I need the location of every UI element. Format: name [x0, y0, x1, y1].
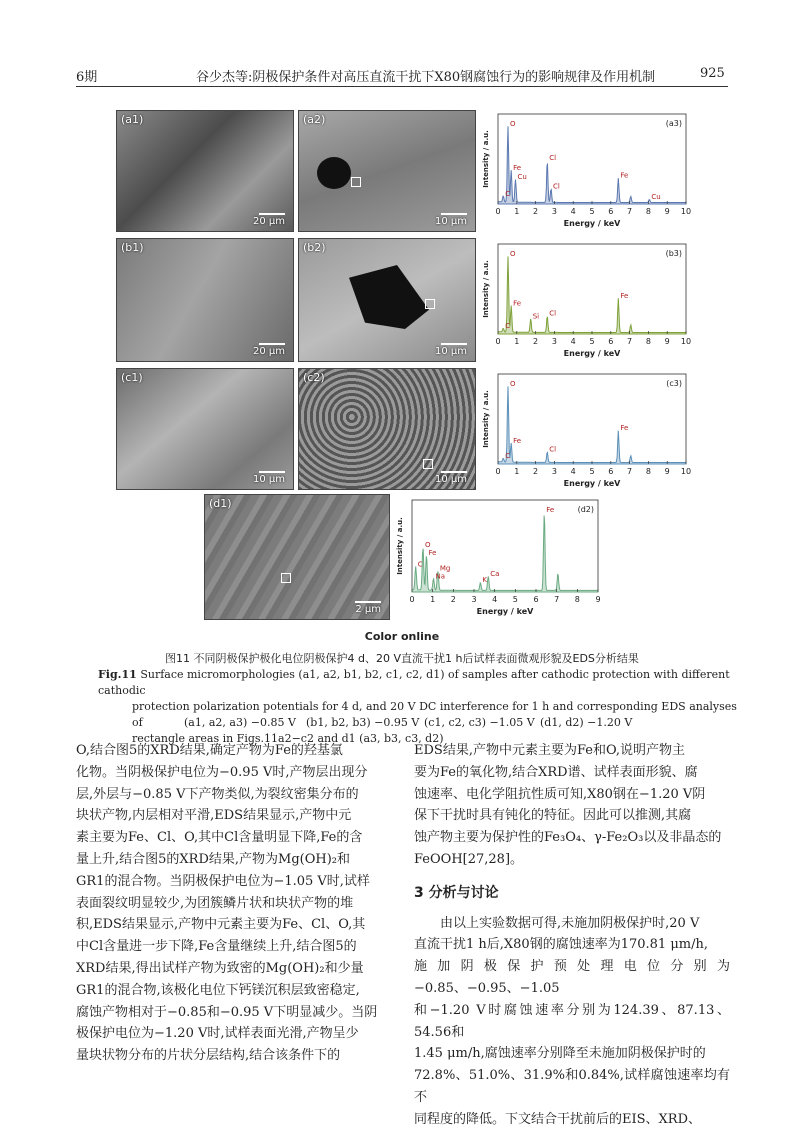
x-tick-label: 8: [645, 337, 651, 346]
text-line: 极保护电位为−1.20 V时,试样表面光滑,产物呈少: [76, 1026, 359, 1042]
x-tick-label: 8: [645, 467, 651, 476]
y-axis-label: Intensity / a.u.: [482, 390, 490, 448]
x-tick-label: 4: [570, 337, 576, 346]
eds-chart-d2: [392, 494, 604, 620]
text-line: 施加阴极保护预处理电位分别为−0.85、−0.95、−1.05: [414, 959, 730, 996]
peak-label-cl: Cl: [549, 154, 557, 163]
text-line: EDS结果,产物中元素主要为Fe和O,说明产物主: [414, 743, 685, 758]
x-tick-label: 7: [627, 337, 633, 346]
x-tick-label: 3: [551, 467, 557, 476]
x-tick-label: 8: [574, 595, 580, 604]
panel-label: (d2): [577, 505, 594, 514]
text-line: 要为Fe的氧化物,结合XRD谱、试样表面形貌、腐: [414, 764, 698, 780]
sem-image-d1: [204, 494, 390, 620]
right-column: [414, 740, 730, 1131]
eds-area-box: [351, 177, 361, 187]
text-line: 由以上实验数据可得,未施加阴极保护时,20 V: [414, 915, 700, 931]
text-line: 同程度的降低。下文结合干扰前后的EIS、XRD、: [414, 1111, 701, 1127]
caption-en-line: Surface micromorphologies (a1, a2, b1, b2, c1, c2, d1) of samples after cathodic protection with different cathodic: [98, 668, 730, 697]
pit-hole: [317, 157, 351, 189]
panel-label: (a2): [303, 113, 326, 126]
text-line: 量上升,结合图5的XRD结果,产物为Mg(OH)₂和: [76, 851, 350, 867]
x-tick-label: 1: [514, 207, 520, 216]
x-tick-label: 5: [512, 595, 518, 604]
x-tick-label: 1: [514, 337, 520, 346]
panel-label: (a3): [665, 119, 682, 128]
x-tick-label: 10: [680, 467, 692, 476]
peak-label-fe: Fe: [428, 548, 437, 557]
x-tick-label: 2: [450, 595, 456, 604]
scale-bar: [259, 343, 285, 345]
x-tick-label: 6: [608, 337, 614, 346]
x-tick-label: 6: [608, 467, 614, 476]
eds-area-box: [281, 573, 291, 583]
scale-bar: [441, 343, 467, 345]
x-tick-label: 6: [608, 207, 614, 216]
panel-label: (c3): [666, 379, 682, 388]
x-tick-label: 9: [664, 207, 670, 216]
x-tick-label: 3: [471, 595, 477, 604]
x-tick-label: 8: [645, 207, 651, 216]
peak-label-fe: Fe: [620, 171, 629, 180]
panel-label: (c1): [121, 371, 143, 384]
x-tick-label: 2: [533, 467, 539, 476]
caption-fig-label: Fig.11: [98, 668, 137, 681]
text-line: 1.45 μm/h,腐蚀速率分别降至未施加阴极保护时的: [414, 1046, 706, 1062]
text-line: 中Cl含量进一步下降,Fe含量继续上升,结合图5的: [76, 939, 357, 955]
panel-label: (a1): [121, 113, 144, 126]
text-line: 蚀产物主要为保护性的Fe₃O₄、γ-Fe₂O₃以及非晶态的: [414, 830, 722, 846]
x-tick-label: 2: [533, 337, 539, 346]
figure-caption-en: [98, 667, 738, 747]
peak-label-ca: Ca: [490, 569, 500, 578]
peak-label-cl: Cl: [549, 445, 557, 454]
scale-bar: [441, 213, 467, 215]
x-tick-label: 5: [589, 467, 595, 476]
legend-d: (d1, d2) −1.20 V: [540, 716, 633, 729]
x-axis-label: Energy / keV: [476, 607, 534, 616]
page-number: 925: [700, 66, 725, 81]
legend-b: (b1, b2, b3) −0.95 V: [306, 716, 420, 729]
eds-area-box: [423, 459, 433, 469]
header-rule: [76, 86, 728, 87]
peak-label-o: O: [509, 250, 516, 258]
x-tick-label: 5: [589, 337, 595, 346]
peak-label-c: C: [505, 189, 511, 198]
sem-image-b2: [298, 238, 476, 362]
peak-label-c: C: [505, 322, 511, 331]
x-tick-label: 0: [409, 595, 415, 604]
scale-label: 10 μm: [434, 346, 467, 357]
panel-label: (b3): [665, 249, 682, 258]
scale-bar: [259, 471, 285, 473]
text-line: GR1的混合物。当阴极保护电位为−1.05 V时,试样: [76, 873, 370, 889]
x-tick-label: 9: [664, 467, 670, 476]
caption-en-line: protection polarization potentials for 4 d, and 20 V DC interference for 1 h and corresponding EDS analyses of: [132, 700, 737, 729]
x-tick-label: 7: [627, 467, 633, 476]
x-tick-label: 5: [589, 207, 595, 216]
scale-label: 10 μm: [252, 474, 285, 485]
x-tick-label: 1: [430, 595, 436, 604]
color-online-note: Color online: [364, 630, 440, 643]
text-line: 素主要为Fe、Cl、O,其中Cl含量明显下降,Fe的含: [76, 830, 363, 846]
peak-label-mg: Mg: [439, 564, 451, 573]
x-tick-label: 9: [595, 595, 601, 604]
peak-label-fe: Fe: [620, 424, 629, 433]
x-tick-label: 0: [495, 337, 501, 346]
peak-label-fe: Fe: [513, 299, 522, 308]
panel-label: (c2): [303, 371, 325, 384]
x-tick-label: 10: [680, 207, 692, 216]
peak-label-cl: Cl: [549, 309, 557, 318]
text-line: 量块状物分布的片状分层结构,结合该条件下的: [76, 1048, 341, 1064]
x-axis-label: Energy / keV: [563, 219, 621, 228]
x-tick-label: 0: [495, 467, 501, 476]
running-title: 谷少杰等:阴极保护条件对高压直流干扰下X80钢腐蚀行为的影响规律及作用机制: [196, 70, 656, 85]
scale-label: 2 μm: [355, 604, 381, 615]
scale-label: 20 μm: [252, 346, 285, 357]
x-tick-label: 1: [514, 467, 520, 476]
peak-label-cu: Cu: [651, 192, 661, 201]
text-line: 表面裂纹明显较少,为团簇鳞片状和块状产物的堆: [76, 895, 354, 911]
legend-a: (a1, a2, a3) −0.85 V: [184, 716, 296, 729]
peak-label-o: O: [509, 120, 516, 128]
peak-label-fe: Fe: [620, 291, 629, 300]
x-tick-label: 7: [554, 595, 560, 604]
peak-label-fe: Fe: [513, 164, 522, 173]
text-line: GR1的混合物,该极化电位下钙镁沉积层致密稳定,: [76, 982, 360, 998]
peak-label-si: Si: [532, 312, 540, 321]
x-tick-label: 4: [570, 207, 576, 216]
figure-caption-cn: 图11 不同阴极保护极化电位阴极保护4 d、20 V直流干扰1 h后试样表面微观形貌及EDS分析结果: [165, 652, 639, 665]
sem-image-b1: [116, 238, 294, 362]
text-line: 直流干扰1 h后,X80钢的腐蚀速率为170.81 μm/h,: [414, 937, 708, 953]
peak-label-c: C: [417, 560, 423, 569]
text-line: 和−1.20 V时腐蚀速率分别为124.39、87.13、54.56和: [414, 1002, 730, 1040]
scale-bar: [441, 471, 467, 473]
x-tick-label: 6: [533, 595, 539, 604]
x-tick-label: 3: [551, 207, 557, 216]
sem-image-c2: [298, 368, 476, 490]
x-tick-label: 4: [570, 467, 576, 476]
x-axis-label: Energy / keV: [563, 479, 621, 488]
eds-chart-a3: [478, 108, 692, 232]
peak-label-na: Na: [435, 572, 446, 581]
plot-frame: [498, 374, 686, 464]
peak-label-fe: Fe: [546, 506, 555, 514]
text-line: 蚀速率、电化学阻抗性质可知,X80钢在−1.20 V阴: [414, 786, 706, 802]
scale-label: 10 μm: [434, 474, 467, 485]
x-tick-label: 0: [495, 207, 501, 216]
peak-label-cu: Cu: [517, 173, 527, 182]
peak-label-fe: Fe: [513, 437, 522, 445]
eds-area-box: [425, 299, 435, 309]
x-axis-label: Energy / keV: [563, 349, 621, 358]
text-line: 72.8%、51.0%、31.9%和0.84%,试样腐蚀速率均有不: [414, 1068, 730, 1105]
peak-label-o: O: [509, 380, 516, 388]
x-tick-label: 9: [664, 337, 670, 346]
sem-image-a1: [116, 110, 294, 232]
scale-bar: [355, 601, 381, 603]
peak-label-c: C: [505, 452, 511, 461]
caption-en-line: rectangle areas in Figs.11a2−c2 and d1 (a3, b3, c3, d2): [132, 732, 444, 745]
peak-label-o: O: [424, 541, 431, 550]
panel-label: (d1): [209, 497, 232, 510]
text-line: 化物。当阴极保护电位为−0.95 V时,产物层出现分: [76, 764, 368, 780]
plot-frame: [498, 114, 686, 204]
section-heading: 3 分析与讨论: [414, 884, 499, 901]
x-tick-label: 4: [492, 595, 498, 604]
y-axis-label: Intensity / a.u.: [482, 260, 490, 318]
panel-label: (b1): [121, 241, 144, 254]
y-axis-label: Intensity / a.u.: [482, 130, 490, 188]
sem-image-c1: [116, 368, 294, 490]
legend-c: (c1, c2, c3) −1.05 V: [424, 716, 535, 729]
panel-label: (b2): [303, 241, 326, 254]
text-line: 块状产物,内层相对平滑,EDS结果显示,产物中元: [76, 808, 352, 824]
eds-chart-b3: [478, 238, 692, 362]
sem-image-a2: [298, 110, 476, 232]
text-line: 积,EDS结果显示,产物中元素主要为Fe、Cl、O,其: [76, 917, 366, 933]
x-tick-label: 7: [627, 207, 633, 216]
y-axis-label: Intensity / a.u.: [396, 517, 404, 575]
text-line: 腐蚀产物相对于−0.85和−0.95 V下明显减少。当阴: [76, 1004, 378, 1020]
text-line: 层,外层与−0.85 V下产物类似,为裂纹密集分布的: [76, 786, 359, 802]
scale-label: 20 μm: [252, 216, 285, 227]
scale-bar: [259, 213, 285, 215]
left-column: [76, 740, 394, 1067]
plot-frame: [498, 244, 686, 334]
x-tick-label: 2: [533, 207, 539, 216]
text-line: 保下干扰时具有钝化的特征。因此可以推测,其腐: [414, 808, 692, 824]
x-tick-label: 3: [551, 337, 557, 346]
text-line: O,结合图5的XRD结果,确定产物为Fe的羟基氯: [76, 743, 343, 758]
eds-chart-c3: [478, 368, 692, 492]
issue-number: 6期: [76, 70, 98, 85]
x-tick-label: 10: [680, 337, 692, 346]
text-line: FeOOH[27,28]。: [414, 851, 524, 867]
scale-label: 10 μm: [434, 216, 467, 227]
peak-label-k: K: [482, 576, 488, 585]
text-line: XRD结果,得出试样产物为致密的Mg(OH)₂和少量: [76, 960, 364, 976]
peak-label-cl: Cl: [553, 182, 560, 191]
pit-hole: [349, 265, 429, 329]
